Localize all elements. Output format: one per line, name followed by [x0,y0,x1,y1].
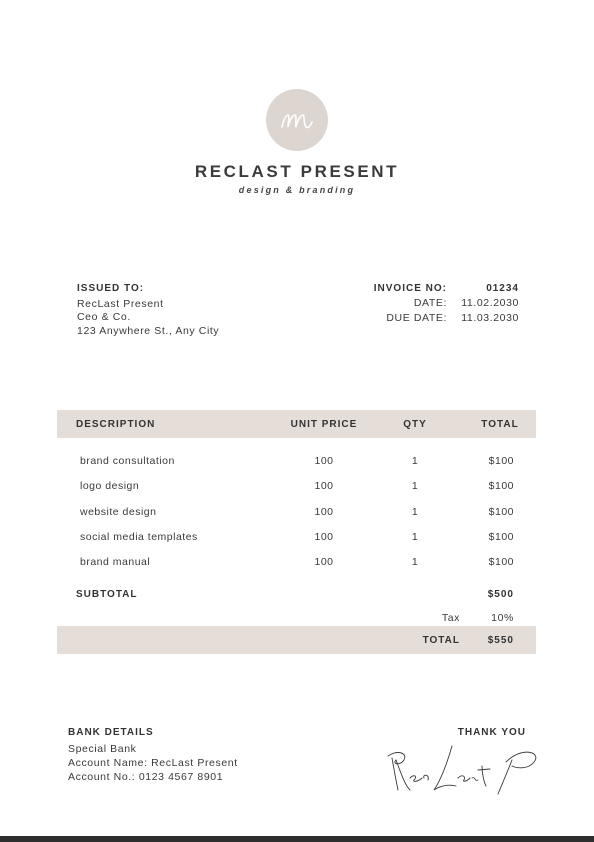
col-header-unit-price: UNIT PRICE [290,419,358,430]
col-header-qty: QTY [403,419,427,430]
row-qty: 1 [411,480,419,492]
row-unit-price: 100 [314,506,334,518]
total-label: TOTAL [422,635,460,646]
subtotal-label: SUBTOTAL [76,589,138,600]
row-unit-price: 100 [314,480,334,492]
row-total: $100 [488,506,514,518]
row-total: $100 [488,531,514,543]
subtotal-value: $500 [487,589,514,600]
issued-to-heading: ISSUED TO: [77,283,145,294]
tax-value: 10% [491,612,514,624]
col-header-description: DESCRIPTION [76,419,156,430]
total-value: $550 [487,635,514,646]
signature [382,740,544,798]
row-unit-price: 100 [314,556,334,568]
row-qty: 1 [411,556,419,568]
row-total: $100 [488,455,514,467]
thank-you-text: THANK YOU [457,727,526,738]
bank-line-3: Account No.: 0123 4567 8901 [68,771,224,783]
row-qty: 1 [411,455,419,467]
bank-line-2: Account Name: RecLast Present [68,757,238,769]
due-date-label: DUE DATE: [386,312,447,324]
bottom-border [0,836,594,842]
brand-name: RECLAST PRESENT [194,162,400,181]
row-qty: 1 [411,506,419,518]
bank-details-heading: BANK DETAILS [68,727,154,738]
monogram-icon [266,89,328,151]
tax-label: Tax [441,612,460,624]
col-header-total: TOTAL [481,419,519,430]
issued-to-line-2: Ceo & Co. [77,311,131,323]
brand-tagline: design & branding [238,185,356,195]
issued-to-line-1: RecLast Present [77,298,164,310]
bank-line-1: Special Bank [68,743,137,755]
row-total: $100 [488,480,514,492]
row-unit-price: 100 [314,455,334,467]
row-description: logo design [80,480,140,492]
brand-logo [266,89,328,151]
due-date-value: 11.03.2030 [461,312,519,324]
date-value: 11.02.2030 [461,297,519,309]
row-description: brand manual [80,556,151,568]
row-description: brand consultation [80,455,175,467]
signature-icon [382,740,544,798]
row-qty: 1 [411,531,419,543]
row-description: website design [80,506,157,518]
row-unit-price: 100 [314,531,334,543]
invoice-no-value: 01234 [486,283,519,294]
invoice-no-label: INVOICE NO: [373,283,447,294]
date-label: DATE: [413,297,447,309]
row-total: $100 [488,556,514,568]
row-description: social media templates [80,531,198,543]
issued-to-line-3: 123 Anywhere St., Any City [77,325,220,337]
